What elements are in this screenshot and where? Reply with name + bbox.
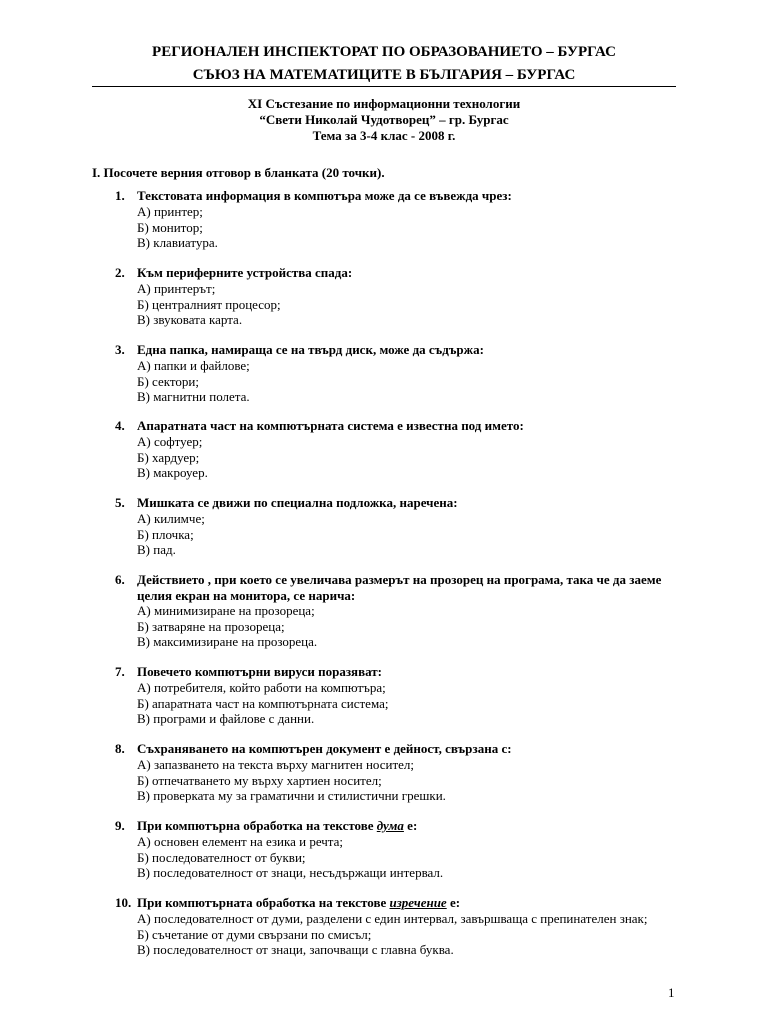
answer-options bbox=[137, 511, 677, 558]
competition-title: XI Състезание по информационни технологии bbox=[247, 96, 521, 111]
question-text: Една папка, намираща се на твърд диск, може да съдържа: bbox=[137, 342, 484, 357]
option-b: Б) хардуер; bbox=[137, 449, 200, 465]
page-number: 1 bbox=[668, 985, 675, 1000]
header-divider bbox=[92, 86, 676, 87]
answer-options bbox=[137, 281, 677, 328]
answer-options bbox=[137, 757, 677, 804]
option-b: Б) централният процесор; bbox=[137, 296, 281, 312]
option-c: В) магнитни полета. bbox=[137, 389, 250, 404]
option-c: В) последователност от знаци, започващи с главна буква. bbox=[137, 942, 454, 957]
question-number: 2. bbox=[115, 265, 125, 280]
question-text-end: е: bbox=[403, 818, 418, 833]
answer-options bbox=[137, 358, 677, 405]
answer-options bbox=[137, 911, 677, 958]
question-text: Апаратната част на компютърната система е известна под името: bbox=[137, 418, 524, 433]
question-number: 4. bbox=[115, 418, 125, 433]
question-number: 1. bbox=[115, 188, 125, 203]
question-text bbox=[137, 818, 677, 834]
question-term: дума bbox=[376, 818, 404, 833]
option-b: Б) апаратната част на компютърната система; bbox=[137, 695, 389, 711]
question-text: Повечето компютърни вируси поразяват: bbox=[137, 664, 382, 679]
question-number: 5. bbox=[115, 495, 125, 510]
option-a: А) софтуер; bbox=[137, 434, 203, 449]
option-b: Б) плочка; bbox=[137, 526, 194, 542]
option-c: В) макроуер. bbox=[137, 465, 208, 480]
question-text-lead: При компютърна обработка на текстове bbox=[137, 818, 377, 833]
option-a: А) принтер; bbox=[137, 204, 203, 219]
option-c: В) програми и файлове с данни. bbox=[137, 711, 315, 726]
option-c: В) клавиатура. bbox=[137, 235, 218, 250]
option-c: В) звуковата карта. bbox=[137, 312, 243, 327]
question-text: Към периферните устройства спада: bbox=[137, 265, 353, 280]
option-a: А) принтерът; bbox=[137, 281, 216, 296]
header-union: СЪЮЗ НА МАТЕМАТИЦИТЕ В БЪЛГАРИЯ – БУРГАС bbox=[192, 67, 576, 83]
option-b: Б) монитор; bbox=[137, 219, 203, 235]
option-b: Б) последователност от букви; bbox=[137, 849, 306, 865]
question-number: 9. bbox=[115, 818, 125, 833]
question-text: Съхраняването на компютърен документ е дейност, свързана с: bbox=[137, 741, 512, 756]
option-c: В) проверката му за граматични и стилистични грешки. bbox=[137, 788, 446, 803]
answer-options bbox=[137, 603, 677, 650]
question-text-lead: При компютърната обработка на текстове bbox=[137, 895, 390, 910]
option-b: Б) сектори; bbox=[137, 373, 199, 389]
question-number: 6. bbox=[115, 572, 125, 587]
question-term: изречение bbox=[389, 895, 447, 910]
question-text bbox=[137, 895, 677, 911]
question-text: Мишката се движи по специална подложка, наречена: bbox=[137, 495, 458, 510]
question-number: 3. bbox=[115, 342, 125, 357]
option-a: А) килимче; bbox=[137, 511, 205, 526]
section-title: I. Посочете верния отговор в бланката (20 точки). bbox=[92, 165, 385, 180]
option-c: В) пад. bbox=[137, 542, 176, 557]
header-institution: РЕГИОНАЛЕН ИНСПЕКТОРАТ ПО ОБРАЗОВАНИЕТО – БУРГАС bbox=[152, 44, 616, 60]
question-text: Действието , при което се увеличава размерът на прозорец на програма, така че да заеме целия екран на монитора, се нарича: bbox=[137, 572, 662, 603]
option-c: В) максимизиране на прозореца. bbox=[137, 634, 318, 649]
option-a: А) запазването на текста върху магнитен носител; bbox=[137, 757, 414, 772]
option-a: А) минимизиране на прозореца; bbox=[137, 603, 315, 618]
option-a: А) основен елемент на езика и речта; bbox=[137, 834, 344, 849]
answer-options bbox=[137, 834, 677, 881]
question-text-end: е: bbox=[446, 895, 461, 910]
question-number: 7. bbox=[115, 664, 125, 679]
option-b: Б) съчетание от думи свързани по смисъл; bbox=[137, 926, 372, 942]
option-a: А) папки и файлове; bbox=[137, 358, 250, 373]
competition-name: “Свети Николай Чудотворец” – гр. Бургас bbox=[259, 112, 509, 127]
answer-options bbox=[137, 204, 677, 251]
answer-options bbox=[137, 434, 677, 481]
question-text: Текстовата информация в компютъра може да се въвежда чрез: bbox=[137, 188, 512, 203]
question-number: 10. bbox=[115, 895, 132, 910]
option-b: Б) отпечатването му върху хартиен носител; bbox=[137, 772, 382, 788]
exam-topic: Тема за 3-4 клас - 2008 г. bbox=[312, 128, 456, 143]
answer-options bbox=[137, 680, 677, 727]
question-number: 8. bbox=[115, 741, 125, 756]
option-a: А) последователност от думи, разделени с един интервал, завършваща с препинателен знак; bbox=[137, 911, 648, 926]
option-a: А) потребителя, който работи на компютъра; bbox=[137, 680, 386, 695]
option-b: Б) затваряне на прозореца; bbox=[137, 618, 285, 634]
option-c: В) последователност от знаци, несъдържащи интервал. bbox=[137, 865, 444, 880]
